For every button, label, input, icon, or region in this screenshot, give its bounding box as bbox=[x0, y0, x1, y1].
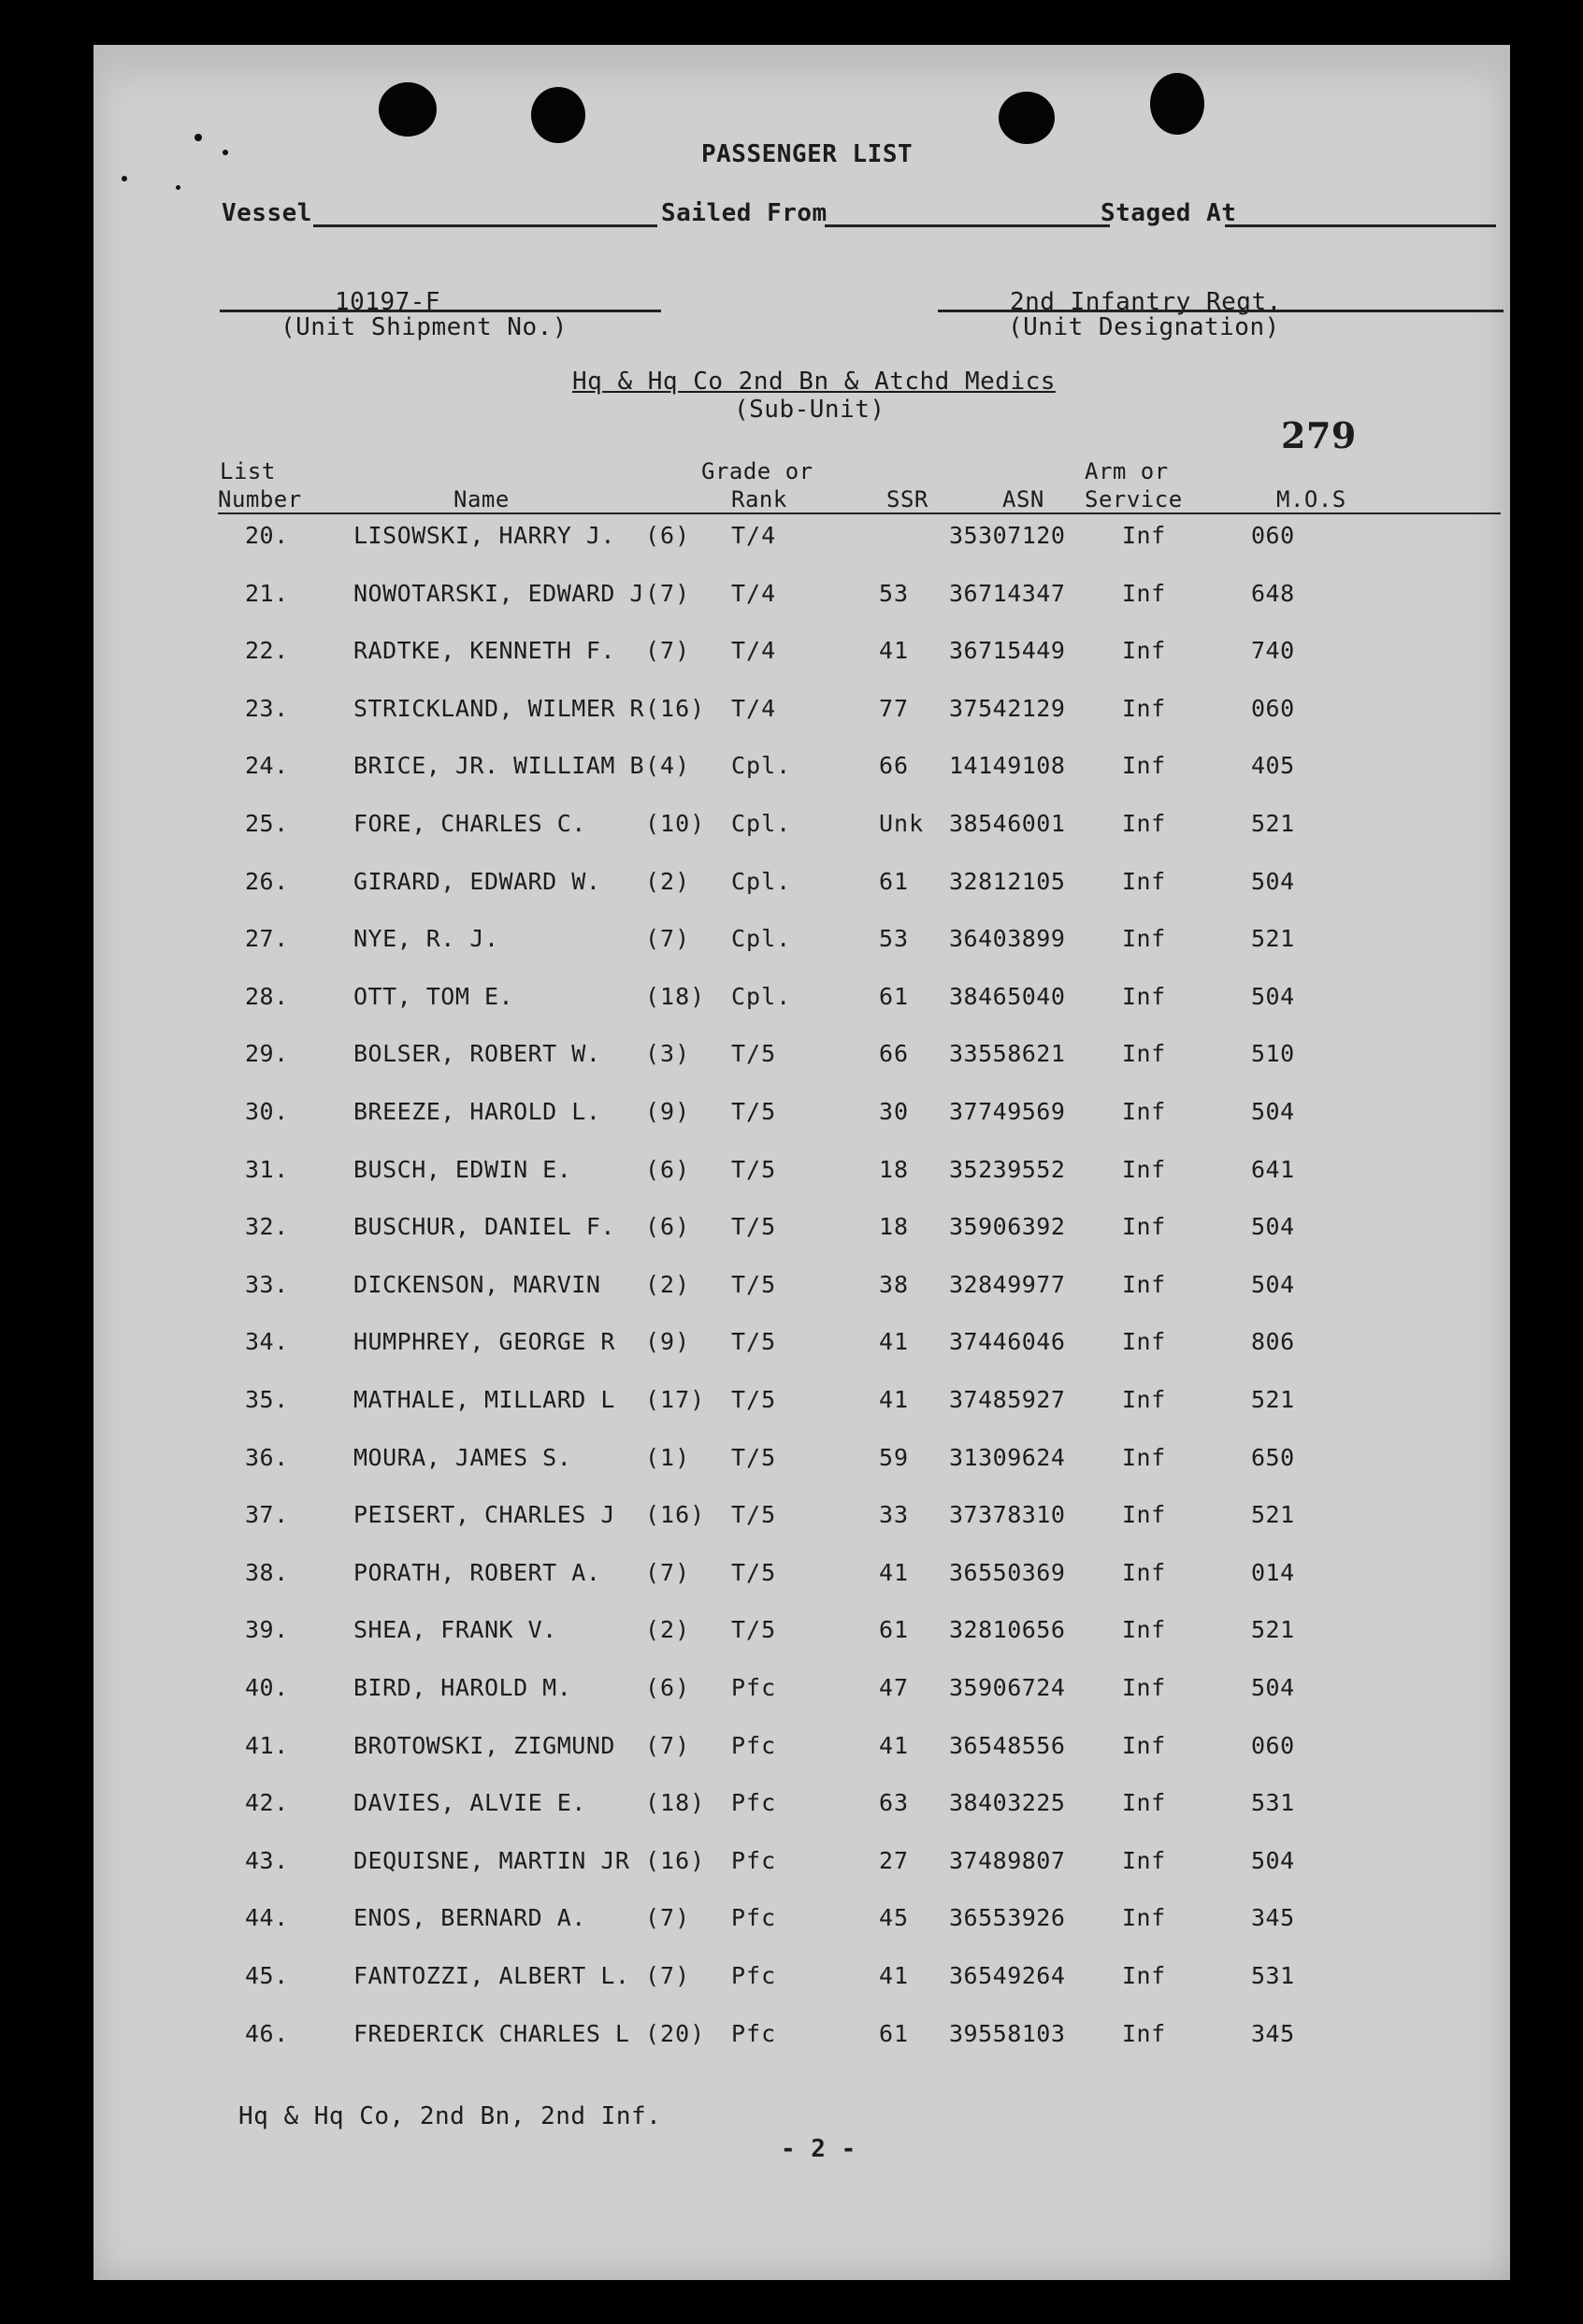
row-asn: 32812105 bbox=[949, 867, 1066, 895]
row-name: SHEA, FRANK V. bbox=[353, 1616, 557, 1644]
row-code: (7) bbox=[645, 925, 691, 953]
row-arm: Inf bbox=[1122, 522, 1166, 549]
row-ssr: 53 bbox=[879, 925, 910, 953]
row-list-number: 40. bbox=[245, 1674, 289, 1701]
row-arm: Inf bbox=[1122, 2019, 1166, 2047]
row-list-number: 27. bbox=[245, 925, 289, 953]
row-asn: 38465040 bbox=[949, 982, 1066, 1010]
row-arm: Inf bbox=[1122, 1846, 1166, 1874]
row-ssr: 41 bbox=[879, 637, 910, 665]
row-mos: 510 bbox=[1251, 1040, 1295, 1068]
row-asn: 35239552 bbox=[949, 1155, 1066, 1183]
row-ssr: 18 bbox=[879, 1213, 910, 1241]
row-mos: 531 bbox=[1251, 1962, 1295, 1989]
row-name: BUSCH, EDWIN E. bbox=[353, 1155, 572, 1183]
row-ssr: 45 bbox=[879, 1904, 910, 1932]
row-asn: 37485927 bbox=[949, 1386, 1066, 1413]
row-arm: Inf bbox=[1122, 1098, 1166, 1125]
row-grade: Pfc bbox=[731, 1789, 777, 1817]
row-name: STRICKLAND, WILMER R bbox=[353, 694, 645, 722]
speck bbox=[194, 134, 202, 141]
row-name: PORATH, ROBERT A. bbox=[353, 1558, 601, 1586]
row-code: (9) bbox=[645, 1098, 691, 1125]
row-arm: Inf bbox=[1122, 982, 1166, 1010]
row-list-number: 35. bbox=[245, 1386, 289, 1413]
col-header-ssr: SSR bbox=[886, 486, 928, 512]
row-name: FREDERICK CHARLES L bbox=[353, 2019, 630, 2047]
row-grade: T/5 bbox=[731, 1328, 777, 1356]
row-code: (4) bbox=[645, 752, 691, 780]
row-ssr: Unk bbox=[879, 810, 925, 837]
row-asn: 36403899 bbox=[949, 925, 1066, 953]
row-list-number: 28. bbox=[245, 982, 289, 1010]
unit-shipment-number: 10197-F bbox=[335, 288, 441, 316]
row-list-number: 33. bbox=[245, 1270, 289, 1298]
row-mos: 060 bbox=[1251, 694, 1295, 722]
row-ssr: 61 bbox=[879, 1616, 910, 1644]
row-name: RADTKE, KENNETH F. bbox=[353, 637, 615, 665]
row-ssr: 77 bbox=[879, 694, 910, 722]
row-list-number: 21. bbox=[245, 579, 289, 607]
row-list-number: 31. bbox=[245, 1155, 289, 1183]
row-ssr: 59 bbox=[879, 1443, 910, 1471]
row-name: FANTOZZI, ALBERT L. bbox=[353, 1962, 630, 1989]
col-header-mos: M.O.S bbox=[1276, 486, 1346, 512]
row-asn: 36715449 bbox=[949, 637, 1066, 665]
row-code: (7) bbox=[645, 637, 691, 665]
row-arm: Inf bbox=[1122, 752, 1166, 780]
row-code: (7) bbox=[645, 1558, 691, 1586]
row-list-number: 44. bbox=[245, 1904, 289, 1932]
row-name: BROTOWSKI, ZIGMUND bbox=[353, 1731, 615, 1759]
row-list-number: 46. bbox=[245, 2019, 289, 2047]
row-grade: Pfc bbox=[731, 1962, 777, 1989]
unit-shipment-caption: (Unit Shipment No.) bbox=[281, 313, 568, 341]
row-arm: Inf bbox=[1122, 1270, 1166, 1298]
row-code: (6) bbox=[645, 522, 691, 549]
row-grade: T/5 bbox=[731, 1213, 777, 1241]
row-name: BREEZE, HAROLD L. bbox=[353, 1098, 601, 1125]
row-mos: 504 bbox=[1251, 1846, 1295, 1874]
row-ssr: 41 bbox=[879, 1731, 910, 1759]
row-arm: Inf bbox=[1122, 1616, 1166, 1644]
row-mos: 740 bbox=[1251, 637, 1295, 665]
row-asn: 36550369 bbox=[949, 1558, 1066, 1586]
document-title: PASSENGER LIST bbox=[701, 140, 914, 168]
col-header-service: Service bbox=[1085, 486, 1183, 512]
row-asn: 37542129 bbox=[949, 694, 1066, 722]
row-name: NOWOTARSKI, EDWARD J bbox=[353, 579, 645, 607]
row-code: (16) bbox=[645, 1501, 706, 1529]
row-ssr: 30 bbox=[879, 1098, 910, 1125]
row-asn: 36549264 bbox=[949, 1962, 1066, 1989]
staged-at-line bbox=[1225, 224, 1496, 227]
row-code: (7) bbox=[645, 1962, 691, 1989]
footer-unit: Hq & Hq Co, 2nd Bn, 2nd Inf. bbox=[238, 2102, 662, 2130]
row-mos: 521 bbox=[1251, 1501, 1295, 1529]
vessel-label: Vessel bbox=[222, 199, 312, 227]
row-mos: 521 bbox=[1251, 1386, 1295, 1413]
row-arm: Inf bbox=[1122, 1501, 1166, 1529]
row-code: (9) bbox=[645, 1328, 691, 1356]
row-mos: 648 bbox=[1251, 579, 1295, 607]
page-stamp-number: 279 bbox=[1281, 414, 1357, 456]
row-mos: 345 bbox=[1251, 2019, 1295, 2047]
row-mos: 504 bbox=[1251, 1098, 1295, 1125]
row-code: (18) bbox=[645, 1789, 706, 1817]
row-asn: 36714347 bbox=[949, 579, 1066, 607]
row-code: (16) bbox=[645, 1846, 706, 1874]
row-ssr: 61 bbox=[879, 2019, 910, 2047]
row-grade: Cpl. bbox=[731, 982, 792, 1010]
row-asn: 37749569 bbox=[949, 1098, 1066, 1125]
punch-hole-3 bbox=[999, 92, 1055, 144]
row-grade: T/5 bbox=[731, 1616, 777, 1644]
row-code: (6) bbox=[645, 1674, 691, 1701]
row-list-number: 26. bbox=[245, 867, 289, 895]
row-list-number: 34. bbox=[245, 1328, 289, 1356]
row-ssr: 66 bbox=[879, 1040, 910, 1068]
row-mos: 650 bbox=[1251, 1443, 1295, 1471]
row-grade: T/5 bbox=[731, 1386, 777, 1413]
row-list-number: 36. bbox=[245, 1443, 289, 1471]
col-header-name: Name bbox=[453, 486, 510, 512]
row-list-number: 23. bbox=[245, 694, 289, 722]
row-grade: T/4 bbox=[731, 579, 777, 607]
row-name: ENOS, BERNARD A. bbox=[353, 1904, 586, 1932]
row-asn: 37489807 bbox=[949, 1846, 1066, 1874]
row-grade: T/5 bbox=[731, 1270, 777, 1298]
row-list-number: 43. bbox=[245, 1846, 289, 1874]
punch-hole-2 bbox=[531, 87, 585, 143]
row-grade: T/4 bbox=[731, 694, 777, 722]
unit-shipment-line bbox=[220, 310, 661, 312]
row-code: (2) bbox=[645, 1270, 691, 1298]
row-grade: Pfc bbox=[731, 1846, 777, 1874]
row-ssr: 61 bbox=[879, 982, 910, 1010]
row-asn: 36553926 bbox=[949, 1904, 1066, 1932]
row-mos: 060 bbox=[1251, 1731, 1295, 1759]
col-header-number: Number bbox=[218, 486, 302, 512]
row-grade: T/5 bbox=[731, 1443, 777, 1471]
row-grade: T/5 bbox=[731, 1558, 777, 1586]
row-asn: 32849977 bbox=[949, 1270, 1066, 1298]
paper-edge-shadow bbox=[94, 45, 1510, 101]
vessel-line bbox=[313, 224, 657, 227]
row-mos: 521 bbox=[1251, 1616, 1295, 1644]
passenger-list-page bbox=[94, 45, 1510, 2280]
row-grade: T/5 bbox=[731, 1155, 777, 1183]
unit-designation-line bbox=[938, 310, 1504, 312]
row-ssr: 38 bbox=[879, 1270, 910, 1298]
row-arm: Inf bbox=[1122, 1155, 1166, 1183]
row-asn: 35906392 bbox=[949, 1213, 1066, 1241]
unit-designation-caption: (Unit Designation) bbox=[1008, 313, 1280, 341]
row-list-number: 37. bbox=[245, 1501, 289, 1529]
row-name: OTT, TOM E. bbox=[353, 982, 514, 1010]
row-list-number: 20. bbox=[245, 522, 289, 549]
col-header-rank: Rank bbox=[731, 486, 787, 512]
row-mos: 504 bbox=[1251, 1674, 1295, 1701]
col-header-arm: Arm or bbox=[1085, 458, 1169, 484]
row-list-number: 25. bbox=[245, 810, 289, 837]
row-asn: 38546001 bbox=[949, 810, 1066, 837]
row-grade: Cpl. bbox=[731, 867, 792, 895]
row-mos: 504 bbox=[1251, 1270, 1295, 1298]
row-mos: 641 bbox=[1251, 1155, 1295, 1183]
row-name: NYE, R. J. bbox=[353, 925, 499, 953]
row-arm: Inf bbox=[1122, 1443, 1166, 1471]
row-name: HUMPHREY, GEORGE R bbox=[353, 1328, 615, 1356]
row-list-number: 38. bbox=[245, 1558, 289, 1586]
row-mos: 806 bbox=[1251, 1328, 1295, 1356]
row-code: (7) bbox=[645, 1904, 691, 1932]
row-arm: Inf bbox=[1122, 1962, 1166, 1989]
row-list-number: 22. bbox=[245, 637, 289, 665]
row-list-number: 30. bbox=[245, 1098, 289, 1125]
row-ssr: 53 bbox=[879, 579, 910, 607]
row-grade: Pfc bbox=[731, 1904, 777, 1932]
unit-designation: 2nd Infantry Regt. bbox=[1010, 288, 1282, 316]
row-code: (6) bbox=[645, 1213, 691, 1241]
row-arm: Inf bbox=[1122, 810, 1166, 837]
row-mos: 504 bbox=[1251, 982, 1295, 1010]
row-arm: Inf bbox=[1122, 694, 1166, 722]
row-code: (20) bbox=[645, 2019, 706, 2047]
col-header-grade: Grade or bbox=[701, 458, 813, 484]
row-ssr: 41 bbox=[879, 1386, 910, 1413]
row-ssr: 66 bbox=[879, 752, 910, 780]
row-grade: Pfc bbox=[731, 1674, 777, 1701]
row-asn: 37378310 bbox=[949, 1501, 1066, 1529]
row-grade: T/5 bbox=[731, 1098, 777, 1125]
row-mos: 504 bbox=[1251, 867, 1295, 895]
row-arm: Inf bbox=[1122, 1731, 1166, 1759]
row-grade: Cpl. bbox=[731, 925, 792, 953]
row-name: MOURA, JAMES S. bbox=[353, 1443, 572, 1471]
row-mos: 521 bbox=[1251, 925, 1295, 953]
row-ssr: 41 bbox=[879, 1328, 910, 1356]
row-name: GIRARD, EDWARD W. bbox=[353, 867, 601, 895]
row-list-number: 45. bbox=[245, 1962, 289, 1989]
row-grade: T/4 bbox=[731, 522, 777, 549]
row-asn: 39558103 bbox=[949, 2019, 1066, 2047]
page-number: - 2 - bbox=[781, 2135, 856, 2163]
row-name: BIRD, HAROLD M. bbox=[353, 1674, 572, 1701]
row-mos: 060 bbox=[1251, 522, 1295, 549]
row-list-number: 24. bbox=[245, 752, 289, 780]
row-arm: Inf bbox=[1122, 1789, 1166, 1817]
row-ssr: 63 bbox=[879, 1789, 910, 1817]
row-asn: 31309624 bbox=[949, 1443, 1066, 1471]
staged-at-label: Staged At bbox=[1101, 199, 1237, 227]
row-ssr: 41 bbox=[879, 1962, 910, 1989]
row-list-number: 41. bbox=[245, 1731, 289, 1759]
row-name: BUSCHUR, DANIEL F. bbox=[353, 1213, 615, 1241]
row-code: (3) bbox=[645, 1040, 691, 1068]
speck bbox=[223, 150, 228, 155]
row-asn: 32810656 bbox=[949, 1616, 1066, 1644]
sub-unit: Hq & Hq Co 2nd Bn & Atchd Medics bbox=[572, 368, 1056, 396]
row-asn: 36548556 bbox=[949, 1731, 1066, 1759]
row-grade: T/4 bbox=[731, 637, 777, 665]
col-header-list: List bbox=[220, 458, 276, 484]
punch-hole-4 bbox=[1150, 73, 1204, 135]
row-grade: Cpl. bbox=[731, 810, 792, 837]
row-ssr: 27 bbox=[879, 1846, 910, 1874]
row-arm: Inf bbox=[1122, 1040, 1166, 1068]
row-arm: Inf bbox=[1122, 925, 1166, 953]
row-grade: T/5 bbox=[731, 1040, 777, 1068]
row-code: (1) bbox=[645, 1443, 691, 1471]
row-arm: Inf bbox=[1122, 867, 1166, 895]
row-grade: Cpl. bbox=[731, 752, 792, 780]
row-code: (2) bbox=[645, 1616, 691, 1644]
row-arm: Inf bbox=[1122, 637, 1166, 665]
row-name: DICKENSON, MARVIN bbox=[353, 1270, 601, 1298]
row-code: (17) bbox=[645, 1386, 706, 1413]
row-arm: Inf bbox=[1122, 1558, 1166, 1586]
row-arm: Inf bbox=[1122, 1328, 1166, 1356]
row-arm: Inf bbox=[1122, 579, 1166, 607]
row-name: BRICE, JR. WILLIAM B bbox=[353, 752, 645, 780]
row-name: MATHALE, MILLARD L bbox=[353, 1386, 615, 1413]
row-arm: Inf bbox=[1122, 1213, 1166, 1241]
row-ssr: 47 bbox=[879, 1674, 910, 1701]
row-name: LISOWSKI, HARRY J. bbox=[353, 522, 615, 549]
row-name: BOLSER, ROBERT W. bbox=[353, 1040, 601, 1068]
sailed-from-line bbox=[825, 224, 1110, 227]
row-grade: T/5 bbox=[731, 1501, 777, 1529]
speck bbox=[122, 176, 127, 181]
speck bbox=[176, 185, 180, 190]
row-code: (18) bbox=[645, 982, 706, 1010]
sub-unit-caption: (Sub-Unit) bbox=[734, 396, 885, 424]
row-name: FORE, CHARLES C. bbox=[353, 810, 586, 837]
row-list-number: 42. bbox=[245, 1789, 289, 1817]
row-list-number: 32. bbox=[245, 1213, 289, 1241]
row-ssr: 61 bbox=[879, 867, 910, 895]
row-mos: 531 bbox=[1251, 1789, 1295, 1817]
row-asn: 14149108 bbox=[949, 752, 1066, 780]
row-asn: 38403225 bbox=[949, 1789, 1066, 1817]
row-asn: 35906724 bbox=[949, 1674, 1066, 1701]
row-ssr: 41 bbox=[879, 1558, 910, 1586]
row-code: (7) bbox=[645, 1731, 691, 1759]
row-mos: 504 bbox=[1251, 1213, 1295, 1241]
row-list-number: 29. bbox=[245, 1040, 289, 1068]
row-mos: 521 bbox=[1251, 810, 1295, 837]
sailed-from-label: Sailed From bbox=[661, 199, 827, 227]
row-ssr: 33 bbox=[879, 1501, 910, 1529]
col-header-asn: ASN bbox=[1002, 486, 1044, 512]
row-code: (6) bbox=[645, 1155, 691, 1183]
row-name: DEQUISNE, MARTIN JR bbox=[353, 1846, 630, 1874]
row-asn: 37446046 bbox=[949, 1328, 1066, 1356]
header-rule bbox=[218, 512, 1501, 514]
row-name: PEISERT, CHARLES J bbox=[353, 1501, 615, 1529]
row-asn: 35307120 bbox=[949, 522, 1066, 549]
row-grade: Pfc bbox=[731, 1731, 777, 1759]
row-list-number: 39. bbox=[245, 1616, 289, 1644]
row-code: (16) bbox=[645, 694, 706, 722]
row-ssr: 18 bbox=[879, 1155, 910, 1183]
row-asn: 33558621 bbox=[949, 1040, 1066, 1068]
row-name: DAVIES, ALVIE E. bbox=[353, 1789, 586, 1817]
row-code: (2) bbox=[645, 867, 691, 895]
row-arm: Inf bbox=[1122, 1904, 1166, 1932]
row-code: (10) bbox=[645, 810, 706, 837]
row-arm: Inf bbox=[1122, 1674, 1166, 1701]
row-mos: 345 bbox=[1251, 1904, 1295, 1932]
punch-hole-1 bbox=[379, 82, 437, 137]
row-mos: 014 bbox=[1251, 1558, 1295, 1586]
row-code: (7) bbox=[645, 579, 691, 607]
row-arm: Inf bbox=[1122, 1386, 1166, 1413]
row-grade: Pfc bbox=[731, 2019, 777, 2047]
row-mos: 405 bbox=[1251, 752, 1295, 780]
